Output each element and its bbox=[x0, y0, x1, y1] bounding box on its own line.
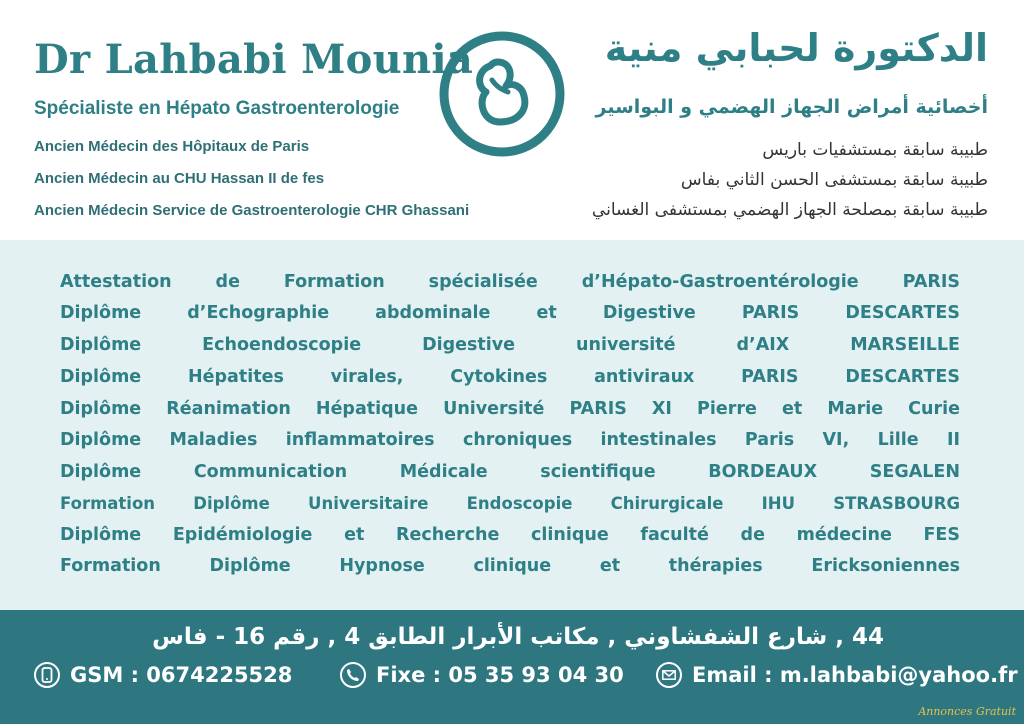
gsm-text: GSM : 0674225528 bbox=[70, 663, 293, 687]
career-line-ar: طبيبة سابقة بمصلحة الجهاز الهضمي بمستشفى الغساني bbox=[591, 200, 988, 220]
fixe-contact[interactable] bbox=[340, 662, 624, 688]
career-line-fr: Ancien Médecin des Hôpitaux de Paris bbox=[34, 138, 310, 155]
career-line-fr: Ancien Médecin au CHU Hassan II de fes bbox=[34, 170, 325, 187]
diploma-item: Diplôme Maladies inflammatoires chroniques intestinales Paris VI, Lille II bbox=[60, 430, 960, 450]
diploma-item: Diplôme d’Echographie abdominale et Digestive PARIS DESCARTES bbox=[60, 303, 960, 323]
career-line-ar: طبيبة سابقة بمستشفيات باريس bbox=[762, 140, 988, 160]
diploma-item: Formation Diplôme Universitaire Endoscopie Chirurgicale IHU STRASBOURG bbox=[60, 494, 960, 513]
phone-icon bbox=[340, 662, 366, 688]
email-icon bbox=[656, 662, 682, 688]
diploma-item: Diplôme Hépatites virales, Cytokines antiviraux PARIS DESCARTES bbox=[60, 367, 960, 387]
contact-footer bbox=[0, 610, 1024, 724]
logo-icon bbox=[438, 30, 566, 158]
doctor-name-fr: Dr Lahbabi Mounia bbox=[34, 36, 474, 83]
diploma-item: Formation Diplôme Hypnose clinique et thérapies Ericksoniennes bbox=[60, 556, 960, 576]
career-line-ar: طبيبة سابقة بمستشفى الحسن الثاني بفاس bbox=[680, 170, 988, 190]
diploma-item: Diplôme Echoendoscopie Digestive université d’AIX MARSEILLE bbox=[60, 335, 960, 355]
fixe-text: Fixe : 05 35 93 04 30 bbox=[376, 663, 624, 687]
phone-mobile-icon bbox=[34, 662, 60, 688]
address-ar: 44 , شارع الشفشاوني , مكاتب الأبرار الطابق 4 , رقم 16 - فاس bbox=[152, 624, 884, 650]
watermark: Annonces Gratuit bbox=[918, 705, 1016, 718]
header-section bbox=[0, 0, 1024, 240]
diploma-item: Attestation de Formation spécialisée d’Hépato-Gastroentérologie PARIS bbox=[60, 272, 960, 292]
career-line-fr: Ancien Médecin Service de Gastroenterologie CHR Ghassani bbox=[34, 202, 470, 219]
diplomas-section bbox=[0, 240, 1024, 610]
specialty-ar: أخصائية أمراض الجهاز الهضمي و البواسير bbox=[595, 96, 988, 118]
diploma-item: Diplôme Epidémiologie et Recherche clinique faculté de médecine FES bbox=[60, 525, 960, 545]
diploma-item: Diplôme Communication Médicale scientifique BORDEAUX SEGALEN bbox=[60, 462, 960, 482]
specialty-fr: Spécialiste en Hépato Gastroenterologie bbox=[34, 98, 400, 119]
diploma-item: Diplôme Réanimation Hépatique Université PARIS XI Pierre et Marie Curie bbox=[60, 399, 960, 419]
email-contact[interactable] bbox=[656, 662, 1018, 688]
email-text: Email : m.lahbabi@yahoo.fr bbox=[692, 663, 1018, 687]
doctor-name-ar: الدكتورة لحبابي منية bbox=[604, 26, 988, 70]
gsm-contact[interactable] bbox=[34, 662, 292, 688]
